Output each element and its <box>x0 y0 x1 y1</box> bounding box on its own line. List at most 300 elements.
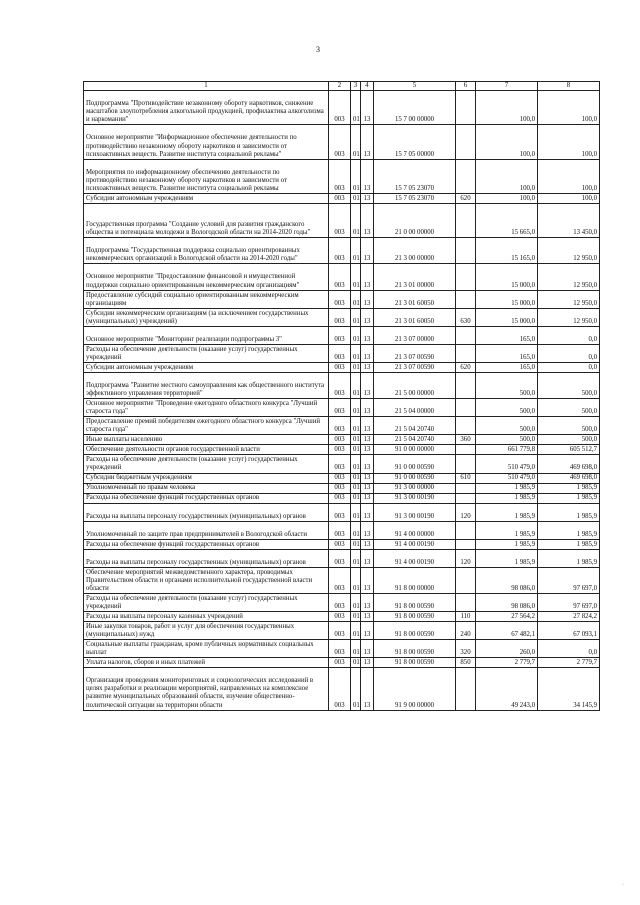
section-code-cell: 01 <box>351 483 361 493</box>
row-name-cell: Обеспечение мероприятий межведомственного характера, проводимых Правительством области и органами исполнительной государственной власти области <box>84 567 329 593</box>
expense-type-cell <box>456 373 476 399</box>
row-name-cell: Основное мероприятие "Информационное обеспечение деятельности по противодействию незаконному обороту наркотиков и зависимости от психоактивных веществ. Развитие института социальной рекламы" <box>84 125 329 159</box>
amount-year1-cell: 500,0 <box>476 399 538 417</box>
row-name-cell: Расходы на выплаты персоналу государственных (муниципальных) органов <box>84 549 329 567</box>
amount-year2-cell: 12 950,0 <box>538 290 600 308</box>
expense-type-cell <box>456 417 476 435</box>
subsection-code-cell: 13 <box>361 238 374 264</box>
amount-year1-cell: 15 665,0 <box>476 203 538 237</box>
row-name-cell: Субсидии некоммерческим организациям (за исключением государственных (муниципальных) учреждений) <box>84 308 329 326</box>
expense-type-cell: 850 <box>456 658 476 668</box>
row-name-cell: Подпрограмма "Государственная поддержка социально ориентированных некоммерческих организаций в Вологодской области на 2014-2020 годы" <box>84 238 329 264</box>
page-number: 3 <box>316 45 320 54</box>
amount-year2-cell: 0,0 <box>538 326 600 344</box>
expense-type-cell: 620 <box>456 193 476 203</box>
amount-year2-cell: 27 824,2 <box>538 612 600 622</box>
section-code-cell: 01 <box>351 503 361 521</box>
table-row <box>84 612 600 622</box>
ministry-code-cell: 003 <box>329 593 351 611</box>
amount-year1-cell: 1 985,9 <box>476 493 538 503</box>
ministry-code-cell: 003 <box>329 203 351 237</box>
amount-year1-cell: 1 985,9 <box>476 521 538 539</box>
subsection-code-cell: 13 <box>361 658 374 668</box>
table-row <box>84 363 600 373</box>
section-code-cell: 01 <box>351 193 361 203</box>
amount-year2-cell: 469 698,0 <box>538 473 600 483</box>
row-name-cell: Мероприятия по информационному обеспечению деятельности по противодействию незаконному обороту наркотиков и зависимости от психоактивных веществ. Развитие института социальной рекламы <box>84 159 329 193</box>
amount-year1-cell: 49 243,0 <box>476 668 538 710</box>
expense-type-cell <box>456 264 476 290</box>
section-code-cell: 01 <box>351 203 361 237</box>
row-name-cell: Организация проведения мониторинговых и социологических исследований в целях разработки и реализации мероприятий, направленных на комплексное развитие муниципальных образований области, изучение общественно-политической ситуации на территории области <box>84 668 329 710</box>
expense-type-cell <box>456 290 476 308</box>
amount-year2-cell: 34 145,9 <box>538 668 600 710</box>
footer-mark: · <box>622 882 624 888</box>
target-article-cell: 21 5 04 20740 <box>374 417 456 435</box>
subsection-code-cell: 13 <box>361 640 374 658</box>
row-name-cell: Предоставление субсидий социально ориентированным некоммерческим организациям <box>84 290 329 308</box>
subsection-code-cell: 13 <box>361 193 374 203</box>
section-code-cell: 01 <box>351 612 361 622</box>
table-row <box>84 193 600 203</box>
ministry-code-cell: 003 <box>329 344 351 362</box>
amount-year2-cell: 100,0 <box>538 159 600 193</box>
section-code-cell: 01 <box>351 238 361 264</box>
expense-type-cell <box>456 455 476 473</box>
row-name-cell: Субсидии бюджетным учреждениям <box>84 473 329 483</box>
target-article-cell: 21 3 01 60050 <box>374 308 456 326</box>
row-name-cell: Подпрограмма "Противодействие незаконному обороту наркотиков, снижение масштабов злоупотребления алкогольной продукцией, профилактика алкоголизма и наркомании" <box>84 91 329 125</box>
row-name-cell: Иные закупки товаров, работ и услуг для обеспечения государственных (муниципальных) нужд <box>84 622 329 640</box>
subsection-code-cell: 13 <box>361 567 374 593</box>
subsection-code-cell: 13 <box>361 549 374 567</box>
table-row <box>84 593 600 611</box>
table-row <box>84 125 600 159</box>
row-name-cell: Расходы на выплаты персоналу казенных учреждений <box>84 612 329 622</box>
expense-type-cell <box>456 125 476 159</box>
target-article-cell: 91 8 00 00590 <box>374 622 456 640</box>
row-name-cell: Основное мероприятие "Мониторинг реализации подпрограммы 3" <box>84 326 329 344</box>
expense-type-cell: 320 <box>456 640 476 658</box>
table-body <box>84 82 600 711</box>
column-header: 3 <box>351 82 361 91</box>
table-row <box>84 91 600 125</box>
subsection-code-cell: 13 <box>361 445 374 455</box>
ministry-code-cell: 003 <box>329 503 351 521</box>
target-article-cell: 91 8 00 00590 <box>374 640 456 658</box>
expense-type-cell <box>456 539 476 549</box>
subsection-code-cell: 13 <box>361 493 374 503</box>
amount-year2-cell: 469 698,0 <box>538 455 600 473</box>
expense-type-cell <box>456 445 476 455</box>
amount-year1-cell: 165,0 <box>476 326 538 344</box>
amount-year2-cell: 1 985,9 <box>538 521 600 539</box>
amount-year1-cell: 260,0 <box>476 640 538 658</box>
table-row <box>84 373 600 399</box>
ministry-code-cell: 003 <box>329 193 351 203</box>
amount-year2-cell: 500,0 <box>538 399 600 417</box>
subsection-code-cell: 13 <box>361 612 374 622</box>
row-name-cell: Основное мероприятие "Предоставление финансовой и имущественной поддержки социально ориентированным некоммерческим организациям" <box>84 264 329 290</box>
ministry-code-cell: 003 <box>329 612 351 622</box>
expense-type-cell <box>456 399 476 417</box>
section-code-cell: 01 <box>351 308 361 326</box>
target-article-cell: 91 4 00 00000 <box>374 521 456 539</box>
ministry-code-cell: 003 <box>329 159 351 193</box>
amount-year2-cell: 13 450,0 <box>538 203 600 237</box>
budget-table <box>83 81 600 711</box>
ministry-code-cell: 003 <box>329 290 351 308</box>
subsection-code-cell: 13 <box>361 483 374 493</box>
subsection-code-cell: 13 <box>361 539 374 549</box>
amount-year2-cell: 12 950,0 <box>538 264 600 290</box>
amount-year2-cell: 12 950,0 <box>538 308 600 326</box>
row-name-cell: Подпрограмма "Развитие местного самоуправления как общественного института эффективного управления территорией" <box>84 373 329 399</box>
row-name-cell: Предоставление премий победителям ежегодного областного конкурса "Лучший староста года" <box>84 417 329 435</box>
row-name-cell: Иные выплаты населению <box>84 435 329 445</box>
section-code-cell: 01 <box>351 264 361 290</box>
ministry-code-cell: 003 <box>329 399 351 417</box>
column-header: 2 <box>329 82 351 91</box>
table-row <box>84 539 600 549</box>
section-code-cell: 01 <box>351 567 361 593</box>
ministry-code-cell: 003 <box>329 455 351 473</box>
subsection-code-cell: 13 <box>361 435 374 445</box>
amount-year1-cell: 15 000,0 <box>476 290 538 308</box>
expense-type-cell <box>456 483 476 493</box>
expense-type-cell <box>456 326 476 344</box>
subsection-code-cell: 13 <box>361 503 374 521</box>
row-name-cell: Уплата налогов, сборов и иных платежей <box>84 658 329 668</box>
amount-year1-cell: 100,0 <box>476 125 538 159</box>
target-article-cell: 21 3 01 00000 <box>374 264 456 290</box>
table-header-row <box>84 82 600 91</box>
ministry-code-cell: 003 <box>329 658 351 668</box>
section-code-cell: 01 <box>351 521 361 539</box>
ministry-code-cell: 003 <box>329 483 351 493</box>
ministry-code-cell: 003 <box>329 445 351 455</box>
table-row <box>84 238 600 264</box>
expense-type-cell <box>456 344 476 362</box>
section-code-cell: 01 <box>351 549 361 567</box>
section-code-cell: 01 <box>351 326 361 344</box>
amount-year1-cell: 2 779,7 <box>476 658 538 668</box>
subsection-code-cell: 13 <box>361 91 374 125</box>
target-article-cell: 91 8 00 00590 <box>374 612 456 622</box>
section-code-cell: 01 <box>351 344 361 362</box>
row-name-cell: Субсидии автономным учреждениям <box>84 363 329 373</box>
table-row <box>84 435 600 445</box>
expense-type-cell <box>456 668 476 710</box>
amount-year1-cell: 510 479,0 <box>476 473 538 483</box>
target-article-cell: 91 3 00 00190 <box>374 493 456 503</box>
ministry-code-cell: 003 <box>329 326 351 344</box>
table-row <box>84 473 600 483</box>
target-article-cell: 15 7 00 00000 <box>374 91 456 125</box>
subsection-code-cell: 13 <box>361 159 374 193</box>
amount-year1-cell: 500,0 <box>476 435 538 445</box>
subsection-code-cell: 13 <box>361 308 374 326</box>
row-name-cell: Расходы на обеспечение деятельности (оказание услуг) государственных учреждений <box>84 455 329 473</box>
amount-year2-cell: 67 093,1 <box>538 622 600 640</box>
ministry-code-cell: 003 <box>329 91 351 125</box>
table-row <box>84 622 600 640</box>
expense-type-cell <box>456 521 476 539</box>
section-code-cell: 01 <box>351 417 361 435</box>
target-article-cell: 91 0 00 00000 <box>374 445 456 455</box>
section-code-cell: 01 <box>351 640 361 658</box>
subsection-code-cell: 13 <box>361 264 374 290</box>
amount-year2-cell: 100,0 <box>538 125 600 159</box>
column-header: 1 <box>84 82 329 91</box>
target-article-cell: 91 3 00 00000 <box>374 483 456 493</box>
amount-year2-cell: 100,0 <box>538 193 600 203</box>
table-row <box>84 567 600 593</box>
row-name-cell: Основное мероприятие "Проведение ежегодного областного конкурса "Лучший староста года" <box>84 399 329 417</box>
table-row <box>84 658 600 668</box>
table-row <box>84 483 600 493</box>
ministry-code-cell: 003 <box>329 264 351 290</box>
target-article-cell: 91 8 00 00000 <box>374 567 456 593</box>
ministry-code-cell: 003 <box>329 435 351 445</box>
subsection-code-cell: 13 <box>361 203 374 237</box>
table-row <box>84 503 600 521</box>
row-name-cell: Расходы на выплаты персоналу государственных (муниципальных) органов <box>84 503 329 521</box>
ministry-code-cell: 003 <box>329 363 351 373</box>
subsection-code-cell: 13 <box>361 622 374 640</box>
table-row <box>84 668 600 710</box>
column-header: 7 <box>476 82 538 91</box>
ministry-code-cell: 003 <box>329 238 351 264</box>
subsection-code-cell: 13 <box>361 417 374 435</box>
expense-type-cell: 630 <box>456 308 476 326</box>
expense-type-cell: 110 <box>456 612 476 622</box>
amount-year1-cell: 165,0 <box>476 344 538 362</box>
ministry-code-cell: 003 <box>329 125 351 159</box>
subsection-code-cell: 13 <box>361 593 374 611</box>
ministry-code-cell: 003 <box>329 622 351 640</box>
target-article-cell: 21 5 04 20740 <box>374 435 456 445</box>
section-code-cell: 01 <box>351 125 361 159</box>
column-header: 4 <box>361 82 374 91</box>
table-row <box>84 493 600 503</box>
section-code-cell: 01 <box>351 473 361 483</box>
table-row <box>84 445 600 455</box>
amount-year2-cell: 605 512,7 <box>538 445 600 455</box>
target-article-cell: 91 8 00 00590 <box>374 593 456 611</box>
amount-year2-cell: 97 697,0 <box>538 567 600 593</box>
section-code-cell: 01 <box>351 445 361 455</box>
section-code-cell: 01 <box>351 658 361 668</box>
row-name-cell: Государственная программа "Создание условий для развития гражданского общества и потенциала молодежи в Вологодской области на 2014-2020 годы" <box>84 203 329 237</box>
amount-year1-cell: 27 564,2 <box>476 612 538 622</box>
target-article-cell: 15 7 05 00000 <box>374 125 456 159</box>
target-article-cell: 15 7 05 23070 <box>374 193 456 203</box>
target-article-cell: 91 3 00 00190 <box>374 503 456 521</box>
ministry-code-cell: 003 <box>329 473 351 483</box>
row-name-cell: Обеспечение деятельности органов государственной власти <box>84 445 329 455</box>
target-article-cell: 91 9 00 00000 <box>374 668 456 710</box>
section-code-cell: 01 <box>351 668 361 710</box>
amount-year1-cell: 15 000,0 <box>476 308 538 326</box>
section-code-cell: 01 <box>351 622 361 640</box>
table-row <box>84 159 600 193</box>
amount-year1-cell: 165,0 <box>476 363 538 373</box>
ministry-code-cell: 003 <box>329 308 351 326</box>
section-code-cell: 01 <box>351 455 361 473</box>
amount-year2-cell: 1 985,9 <box>538 483 600 493</box>
expense-type-cell: 120 <box>456 503 476 521</box>
subsection-code-cell: 13 <box>361 668 374 710</box>
subsection-code-cell: 13 <box>361 344 374 362</box>
amount-year2-cell: 100,0 <box>538 91 600 125</box>
subsection-code-cell: 13 <box>361 473 374 483</box>
expense-type-cell <box>456 159 476 193</box>
table-row <box>84 521 600 539</box>
amount-year1-cell: 15 000,0 <box>476 264 538 290</box>
target-article-cell: 21 3 00 00000 <box>374 238 456 264</box>
expense-type-cell <box>456 91 476 125</box>
amount-year2-cell: 2 779,7 <box>538 658 600 668</box>
table-row <box>84 399 600 417</box>
amount-year1-cell: 1 985,9 <box>476 503 538 521</box>
amount-year1-cell: 1 985,9 <box>476 539 538 549</box>
table-row <box>84 308 600 326</box>
section-code-cell: 01 <box>351 539 361 549</box>
amount-year1-cell: 661 779,8 <box>476 445 538 455</box>
amount-year2-cell: 1 985,9 <box>538 539 600 549</box>
subsection-code-cell: 13 <box>361 290 374 308</box>
table-row <box>84 326 600 344</box>
row-name-cell: Уполномоченный по защите прав предпринимателей в Вологодской области <box>84 521 329 539</box>
amount-year2-cell: 0,0 <box>538 363 600 373</box>
amount-year2-cell: 12 950,0 <box>538 238 600 264</box>
ministry-code-cell: 003 <box>329 567 351 593</box>
ministry-code-cell: 003 <box>329 539 351 549</box>
target-article-cell: 91 4 00 00190 <box>374 549 456 567</box>
amount-year2-cell: 0,0 <box>538 640 600 658</box>
section-code-cell: 01 <box>351 373 361 399</box>
expense-type-cell <box>456 567 476 593</box>
amount-year1-cell: 500,0 <box>476 417 538 435</box>
table-row <box>84 264 600 290</box>
amount-year1-cell: 98 086,0 <box>476 593 538 611</box>
expense-type-cell <box>456 493 476 503</box>
ministry-code-cell: 003 <box>329 668 351 710</box>
amount-year2-cell: 97 697,0 <box>538 593 600 611</box>
ministry-code-cell: 003 <box>329 417 351 435</box>
amount-year2-cell: 1 985,9 <box>538 493 600 503</box>
ministry-code-cell: 003 <box>329 549 351 567</box>
row-name-cell: Расходы на обеспечение функций государственных органов <box>84 493 329 503</box>
target-article-cell: 21 5 00 00000 <box>374 373 456 399</box>
table-row <box>84 290 600 308</box>
row-name-cell: Социальные выплаты гражданам, кроме публичных нормативных социальных выплат <box>84 640 329 658</box>
expense-type-cell <box>456 593 476 611</box>
table-row <box>84 344 600 362</box>
subsection-code-cell: 13 <box>361 326 374 344</box>
section-code-cell: 01 <box>351 493 361 503</box>
column-header: 5 <box>374 82 456 91</box>
amount-year1-cell: 1 985,9 <box>476 549 538 567</box>
row-name-cell: Расходы на обеспечение деятельности (оказание услуг) государственных учреждений <box>84 593 329 611</box>
amount-year2-cell: 1 985,9 <box>538 549 600 567</box>
expense-type-cell: 620 <box>456 363 476 373</box>
amount-year2-cell: 500,0 <box>538 417 600 435</box>
amount-year2-cell: 500,0 <box>538 373 600 399</box>
column-header: 8 <box>538 82 600 91</box>
table-row <box>84 455 600 473</box>
target-article-cell: 21 0 00 00000 <box>374 203 456 237</box>
subsection-code-cell: 13 <box>361 125 374 159</box>
target-article-cell: 21 3 07 00590 <box>374 344 456 362</box>
subsection-code-cell: 13 <box>361 363 374 373</box>
amount-year2-cell: 500,0 <box>538 435 600 445</box>
amount-year1-cell: 100,0 <box>476 91 538 125</box>
amount-year1-cell: 67 482,1 <box>476 622 538 640</box>
section-code-cell: 01 <box>351 593 361 611</box>
target-article-cell: 21 3 07 00590 <box>374 363 456 373</box>
target-article-cell: 91 0 00 00590 <box>374 473 456 483</box>
ministry-code-cell: 003 <box>329 521 351 539</box>
section-code-cell: 01 <box>351 363 361 373</box>
row-name-cell: Субсидии автономным учреждениям <box>84 193 329 203</box>
amount-year2-cell: 1 985,9 <box>538 503 600 521</box>
expense-type-cell: 240 <box>456 622 476 640</box>
section-code-cell: 01 <box>351 159 361 193</box>
amount-year1-cell: 98 086,0 <box>476 567 538 593</box>
subsection-code-cell: 13 <box>361 521 374 539</box>
expense-type-cell <box>456 238 476 264</box>
amount-year1-cell: 500,0 <box>476 373 538 399</box>
section-code-cell: 01 <box>351 91 361 125</box>
ministry-code-cell: 003 <box>329 373 351 399</box>
column-header: 6 <box>456 82 476 91</box>
amount-year1-cell: 510 479,0 <box>476 455 538 473</box>
target-article-cell: 21 3 01 60050 <box>374 290 456 308</box>
amount-year1-cell: 1 985,9 <box>476 483 538 493</box>
expense-type-cell: 610 <box>456 473 476 483</box>
subsection-code-cell: 13 <box>361 399 374 417</box>
table-row <box>84 203 600 237</box>
expense-type-cell: 360 <box>456 435 476 445</box>
table-row <box>84 417 600 435</box>
subsection-code-cell: 13 <box>361 455 374 473</box>
section-code-cell: 01 <box>351 290 361 308</box>
table-row <box>84 640 600 658</box>
target-article-cell: 91 0 00 00590 <box>374 455 456 473</box>
target-article-cell: 91 4 00 00190 <box>374 539 456 549</box>
target-article-cell: 15 7 05 23070 <box>374 159 456 193</box>
amount-year1-cell: 100,0 <box>476 159 538 193</box>
section-code-cell: 01 <box>351 435 361 445</box>
ministry-code-cell: 003 <box>329 640 351 658</box>
target-article-cell: 21 3 07 00000 <box>374 326 456 344</box>
amount-year2-cell: 0,0 <box>538 344 600 362</box>
target-article-cell: 91 8 00 00590 <box>374 658 456 668</box>
expense-type-cell: 120 <box>456 549 476 567</box>
section-code-cell: 01 <box>351 399 361 417</box>
amount-year1-cell: 15 165,0 <box>476 238 538 264</box>
row-name-cell: Расходы на обеспечение деятельности (оказание услуг) государственных учреждений <box>84 344 329 362</box>
row-name-cell: Расходы на обеспечение функций государственных органов <box>84 539 329 549</box>
row-name-cell: Уполномоченный по правам человека <box>84 483 329 493</box>
target-article-cell: 21 5 04 00000 <box>374 399 456 417</box>
expense-type-cell <box>456 203 476 237</box>
subsection-code-cell: 13 <box>361 373 374 399</box>
amount-year1-cell: 100,0 <box>476 193 538 203</box>
table-row <box>84 549 600 567</box>
